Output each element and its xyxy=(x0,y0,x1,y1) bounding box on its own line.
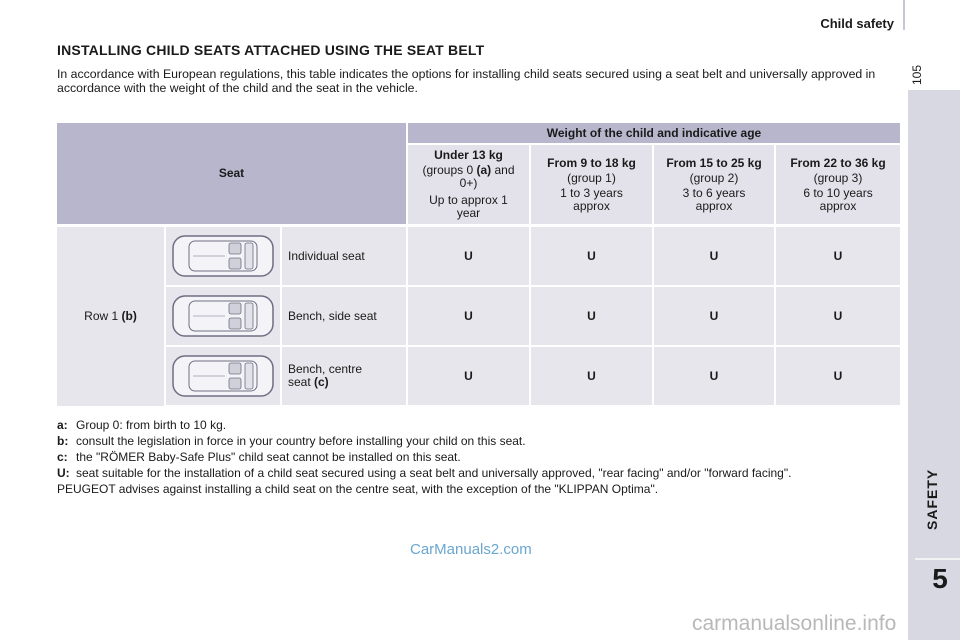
seat-position-label: Individual seat xyxy=(282,227,406,285)
group-header-1 xyxy=(531,145,652,224)
suitability-cell: U xyxy=(776,287,900,345)
suitability-cell: U xyxy=(408,347,529,405)
page-number: 105 xyxy=(910,64,924,86)
suitability-cell: U xyxy=(408,287,529,345)
group-range: (group 3) xyxy=(813,170,863,185)
group-header-0 xyxy=(408,145,529,224)
seat-position-label: Bench, centre seat (c) xyxy=(282,347,406,405)
group-age: Up to approx 1 year xyxy=(429,193,508,220)
section-title: Child safety xyxy=(820,16,894,31)
footnote-a: a: Group 0: from birth to 10 kg. xyxy=(57,418,227,432)
group-header-3 xyxy=(776,145,900,224)
footnotes xyxy=(57,418,902,496)
side-tab-label: SAFETY xyxy=(924,468,940,530)
group-range: (group 1) xyxy=(567,170,616,185)
intro-paragraph: In accordance with European regulations, this table indicates the options for installing child seats secured using a seat belt and universally approved in accordance with the weight of the child and the seat in the vehicle. xyxy=(57,67,876,95)
group-title: From 22 to 36 kg xyxy=(790,155,886,170)
child-seat-table xyxy=(57,123,900,406)
page-title: INSTALLING CHILD SEATS ATTACHED USING THE SEAT BELT xyxy=(57,42,485,58)
vehicle-diagram-icon xyxy=(166,347,280,405)
footnote-u: U: seat suitable for the installation of a child seat secured using a seat belt and universally approved, "rear facing" and/or "forward facing". xyxy=(57,466,792,480)
footnote-c: c: the "RÖMER Baby-Safe Plus" child seat cannot be installed on this seat. xyxy=(57,450,461,464)
group-age: 3 to 6 years approx xyxy=(682,185,746,213)
suitability-cell: U xyxy=(531,347,652,405)
group-title: Under 13 kg xyxy=(434,148,503,162)
vehicle-diagram-icon xyxy=(166,287,280,345)
suitability-cell: U xyxy=(654,287,774,345)
footnote-b: b: consult the legislation in force in your country before installing your child on this seat. xyxy=(57,434,526,448)
seat-header xyxy=(57,123,406,224)
group-age: 6 to 10 years approx xyxy=(803,185,873,213)
suitability-cell: U xyxy=(654,227,774,285)
watermark-top[interactable]: CarManuals2.com xyxy=(410,541,532,558)
group-header-2 xyxy=(654,145,774,224)
group-title: From 15 to 25 kg xyxy=(666,155,762,170)
side-tab-divider xyxy=(915,558,960,560)
advice-text: PEUGEOT advises against installing a child seat on the centre seat, with the exception of the "KLIPPAN Optima". xyxy=(57,482,659,496)
watermark-bottom: carmanualsonline.info xyxy=(692,612,897,635)
weight-header xyxy=(408,123,900,143)
group-title: From 9 to 18 kg xyxy=(547,155,636,170)
suitability-cell: U xyxy=(531,227,652,285)
row-label-cell xyxy=(57,227,164,406)
group-age: 1 to 3 years approx xyxy=(560,185,623,213)
vehicle-diagram-icon xyxy=(166,227,280,285)
header-divider xyxy=(903,0,905,30)
suitability-cell: U xyxy=(654,347,774,405)
seat-position-label: Bench, side seat xyxy=(282,287,406,345)
group-range: (group 2) xyxy=(689,170,739,185)
seat-header-label: Seat xyxy=(218,166,245,180)
suitability-cell: U xyxy=(408,227,529,285)
chapter-number: 5 xyxy=(932,563,948,594)
weight-header-label: Weight of the child and indicative age xyxy=(546,125,762,140)
group-range: (groups 0 (a) and 0+) xyxy=(422,163,515,190)
suitability-cell: U xyxy=(776,347,900,405)
suitability-cell: U xyxy=(531,287,652,345)
row-label: Row 1 (b) xyxy=(84,309,137,323)
suitability-cell: U xyxy=(776,227,900,285)
